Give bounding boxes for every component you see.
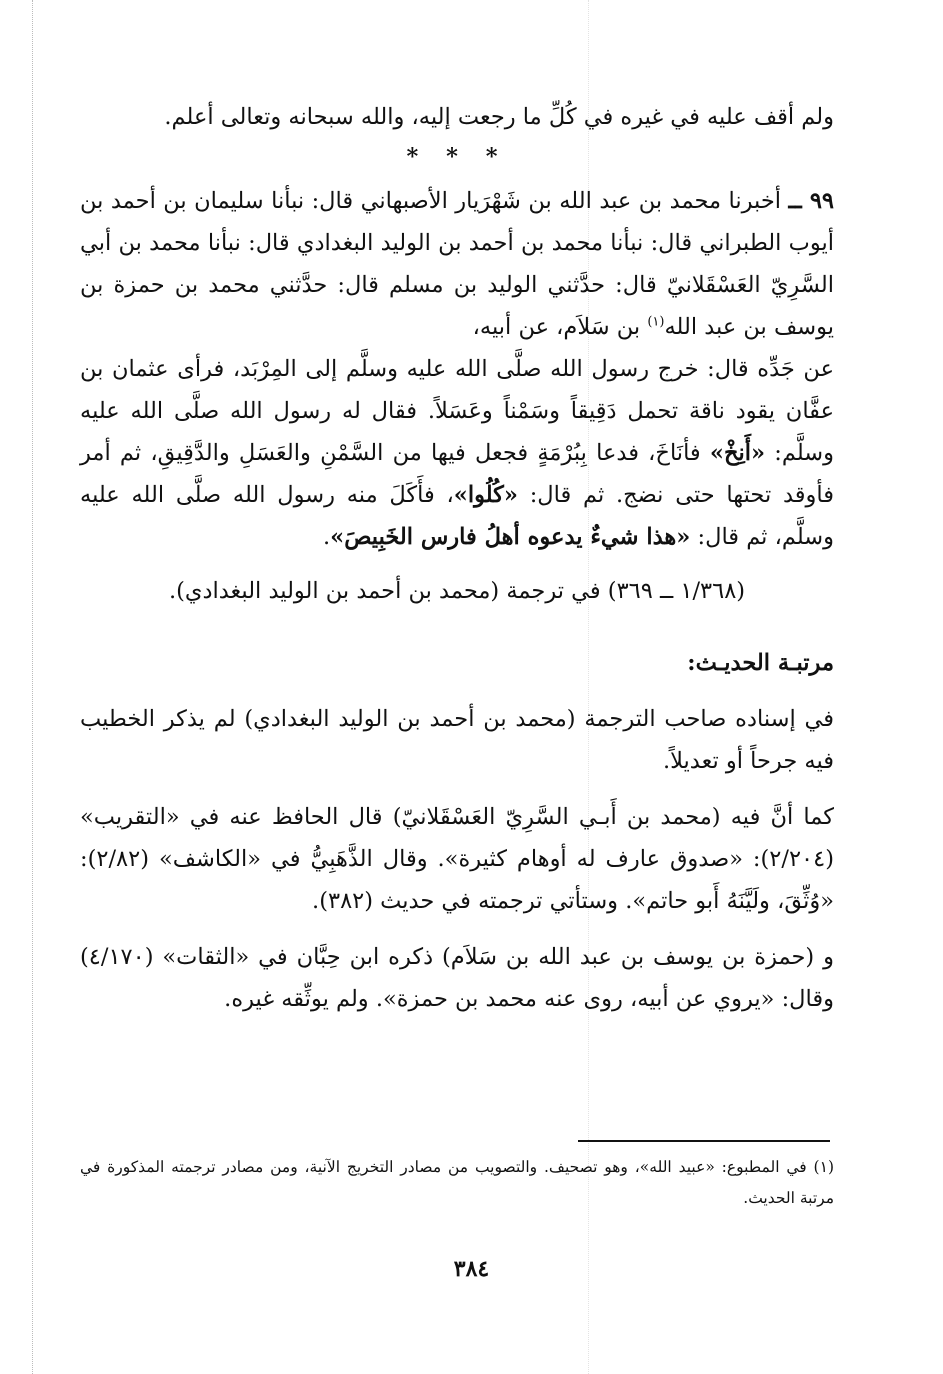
source-reference: (١/٣٦٨ ــ ٣٦٩) في ترجمة (محمد بن أحمد بن الوليد البغدادي). (168, 578, 746, 604)
footnote-divider (578, 1140, 830, 1142)
matn-text-part1: عن جَدِّه قال: خرج رسول الله صلَّى الله عليه وسلَّم إلى المِرْبَد، فرأى عثمان بن عفَّان يقود ناقة تحمل دَقِيقاً وسَمْناً وعَسَلاً. فقال له رسول الله صلَّى الله عليه وسلَّم: (80, 356, 834, 466)
grading-paragraph-3: و (حمزة بن يوسف بن عبد الله بن سَلاَم) ذكره ابن حِبَّان في «الثقات» (٤/١٧٠) وقال: «يروي عن أبيه، روى عنه محمد بن حمزة». ولم يوثِّقه غيره. (80, 944, 834, 1012)
isnad-text-part2: بن سَلاَم، عن أبيه، (472, 314, 641, 340)
matn-end: . (323, 524, 331, 550)
hadith-number: ٩٩ ــ (788, 188, 834, 214)
footnote-text: (١) في المطبوع: «عبيد الله»، وهو تصحيف. والتصويب من مصادر التخريج الآنية، ومن مصادر ترجمته المذكورة في مرتبة الحديث. (80, 1158, 834, 1207)
matn-text-part3: ، فأَكَلَ منه رسول الله صلَّى الله عليه وسلَّم، ثم قال: (80, 482, 834, 550)
page-fold-line (32, 0, 33, 1374)
grading-paragraph-2: كما أنَّ فيه (محمد بن أَبـي السَّرِيّ العَسْقَلانيّ) قال الحافظ عنه في «التقريب» (٢/٢٠٤): «صدوق عارف له أوهام كثيرة». وقال الذَّهَبِيُّ في «الكاشف» (٢/٨٢): «وُثِّقَ، ولَيَّنَهُ أَبو حاتم». وستأتي ترجمته في حديث (٣٨٢). (80, 804, 834, 914)
matn-text-part2: فأنَاخَ، فدعا بِبُرْمَةٍ فجعل فيها من السَّمْنِ والعَسَلِ والدَّقِيقِ، ثم أمر فأوقد تحتها حتى نضج. ثم قال: (80, 440, 835, 508)
hadith-matn (80, 348, 834, 558)
hadith-isnad (80, 180, 834, 348)
isnad-text-part1: أخبرنا محمد بن عبد الله بن شَهْرَيار الأصبهاني قال: نبأنا سليمان بن أحمد بن أيوب الطبراني قال: نبأنا محمد بن أحمد بن الوليد البغدادي قال: نبأنا محمد بن أبي السَّرِيّ العَسْقَلانيّ قال: حدَّثني الوليد بن مسلم قال: حدَّثني محمد بن حمزة بن يوسف بن عبد الله (80, 188, 834, 340)
intro-line: ولم أقف عليه في غيره في كُلِّ ما رجعت إليه، والله سبحانه وتعالى أعلم. (164, 104, 834, 130)
section-separator: * * * (406, 144, 508, 170)
page-number: ٣٨٤ (453, 1256, 490, 1282)
grading-paragraph-1: في إسناده صاحب الترجمة (محمد بن أحمد بن الوليد البغدادي) لم يذكر الخطيب فيه جرحاً أو تعديلاً. (80, 706, 834, 774)
footnote-marker: (١) (647, 314, 665, 330)
prophet-quote-1: «أَنِخْ» (709, 440, 766, 466)
prophet-quote-2: «كُلُوا» (453, 482, 518, 508)
grading-heading: مرتبـة الحديـث: (687, 650, 834, 676)
prophet-quote-3: «هذا شيءٌ يدعوه أهلُ فارس الخَبِيصَ» (330, 524, 691, 550)
page-body (80, 96, 834, 1020)
